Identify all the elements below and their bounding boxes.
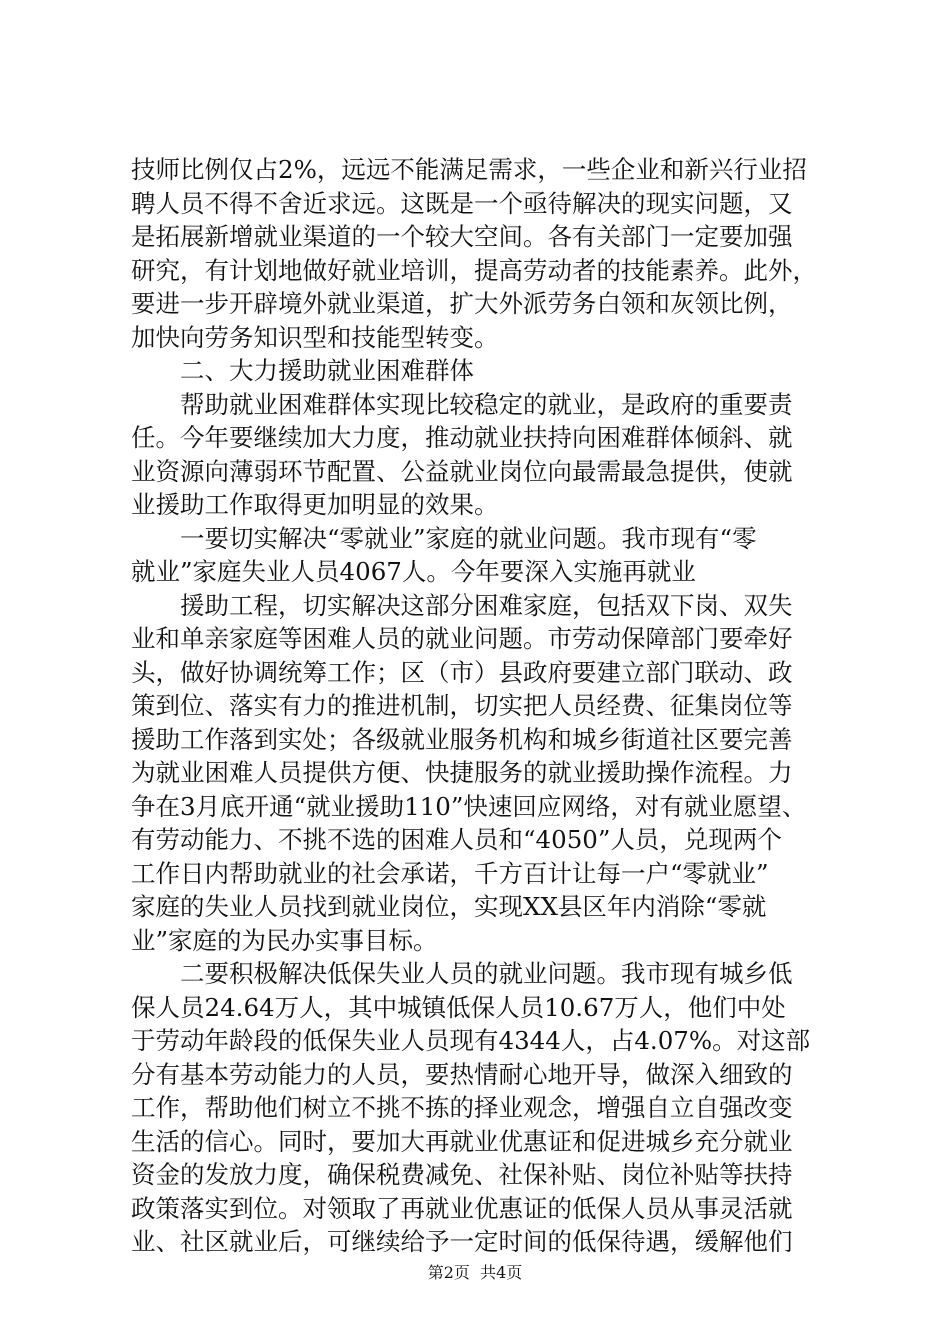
section-heading: 二、大力援助就业困难群体: [180, 356, 474, 385]
text-line: 业、社区就业后，可继续给予一定时间的低保待遇，缓解他们: [131, 1227, 793, 1256]
text-line: 家庭的失业人员找到就业岗位，实现XX县区年内消除“零就: [131, 892, 767, 921]
text-line: 争在3月底开通“就业援助110”快速回应网络，对有就业愿望、: [131, 791, 807, 821]
text-line: 政策落实到位。对领取了再就业优惠证的低保人员从事灵活就: [131, 1193, 793, 1223]
text-line: 资金的发放力度，确保税费减免、社保补贴、岗位补贴等扶持: [131, 1160, 793, 1189]
text-line: 工作日内帮助就业的社会承诺，千方百计让每一户“零就业”: [131, 858, 769, 888]
text-line: 援助工程，切实解决这部分困难家庭，包括双下岗、双失: [180, 590, 793, 620]
text-line: 聘人员不得不舍近求远。这既是一个亟待解决的现实问题，又: [131, 188, 793, 218]
text-line: 要进一步开辟境外就业渠道，扩大外派劳务白领和灰领比例，: [131, 289, 793, 318]
text-line: 一要切实解决“零就业”家庭的就业问题。我市现有“零: [180, 523, 757, 553]
text-line: 分有基本劳动能力的人员，要热情耐心地开导，做深入细致的: [131, 1059, 793, 1089]
text-line: 保人员24.64万人，其中城镇低保人员10.67万人，他们中处: [131, 992, 786, 1022]
text-line: 任。今年要继续加大力度，推动就业扶持向困难群体倾斜、就: [131, 423, 793, 452]
text-line: 就业”家庭失业人员4067人。今年要深入实施再就业: [131, 557, 696, 586]
document-body: [131, 153, 831, 1259]
text-line: 业援助工作取得更加明显的效果。: [131, 490, 499, 519]
text-line: 帮助就业困难群体实现比较稳定的就业，是政府的重要责: [180, 389, 793, 419]
text-line: 技师比例仅占2%，远远不能满足需求，一些企业和新兴行业招: [131, 155, 807, 184]
text-line: 业和单亲家庭等困难人员的就业问题。市劳动保障部门要牵好: [131, 624, 793, 653]
text-line: 业资源向薄弱环节配置、公益就业岗位向最需最急提供，使就: [131, 456, 793, 486]
text-line: 加快向劳务知识型和技能型转变。: [131, 322, 499, 352]
text-line: 为就业困难人员提供方便、快捷服务的就业援助操作流程。力: [131, 758, 793, 787]
text-line: 工作，帮助他们树立不挑不拣的择业观念，增强自立自强改变: [131, 1093, 793, 1122]
text-line: 是拓展新增就业渠道的一个较大空间。各有关部门一定要加强: [131, 222, 793, 251]
text-line: 头，做好协调统筹工作；区（市）县政府要建立部门联动、政: [131, 657, 793, 687]
text-line: 研究，有计划地做好就业培训，提高劳动者的技能素养。此外，: [131, 255, 817, 285]
text-line: 有劳动能力、不挑不选的困难人员和“4050”人员，兑现两个: [131, 825, 782, 854]
text-line: 援助工作落到实处；各级就业服务机构和城乡街道社区要完善: [131, 724, 793, 754]
page-number-footer: 第2页 共4页: [427, 1263, 523, 1282]
text-line: 业”家庭的为民办实事目标。: [131, 925, 438, 955]
text-line: 策到位、落实有力的推进机制，切实把人员经费、征集岗位等: [131, 691, 793, 720]
text-line: 二要积极解决低保失业人员的就业问题。我市现有城乡低: [180, 959, 793, 988]
text-line: 于劳动年龄段的低保失业人员现有4344人，占4.07%。对这部: [131, 1026, 811, 1055]
text-line: 生活的信心。同时，要加大再就业优惠证和促进城乡充分就业: [131, 1126, 793, 1156]
